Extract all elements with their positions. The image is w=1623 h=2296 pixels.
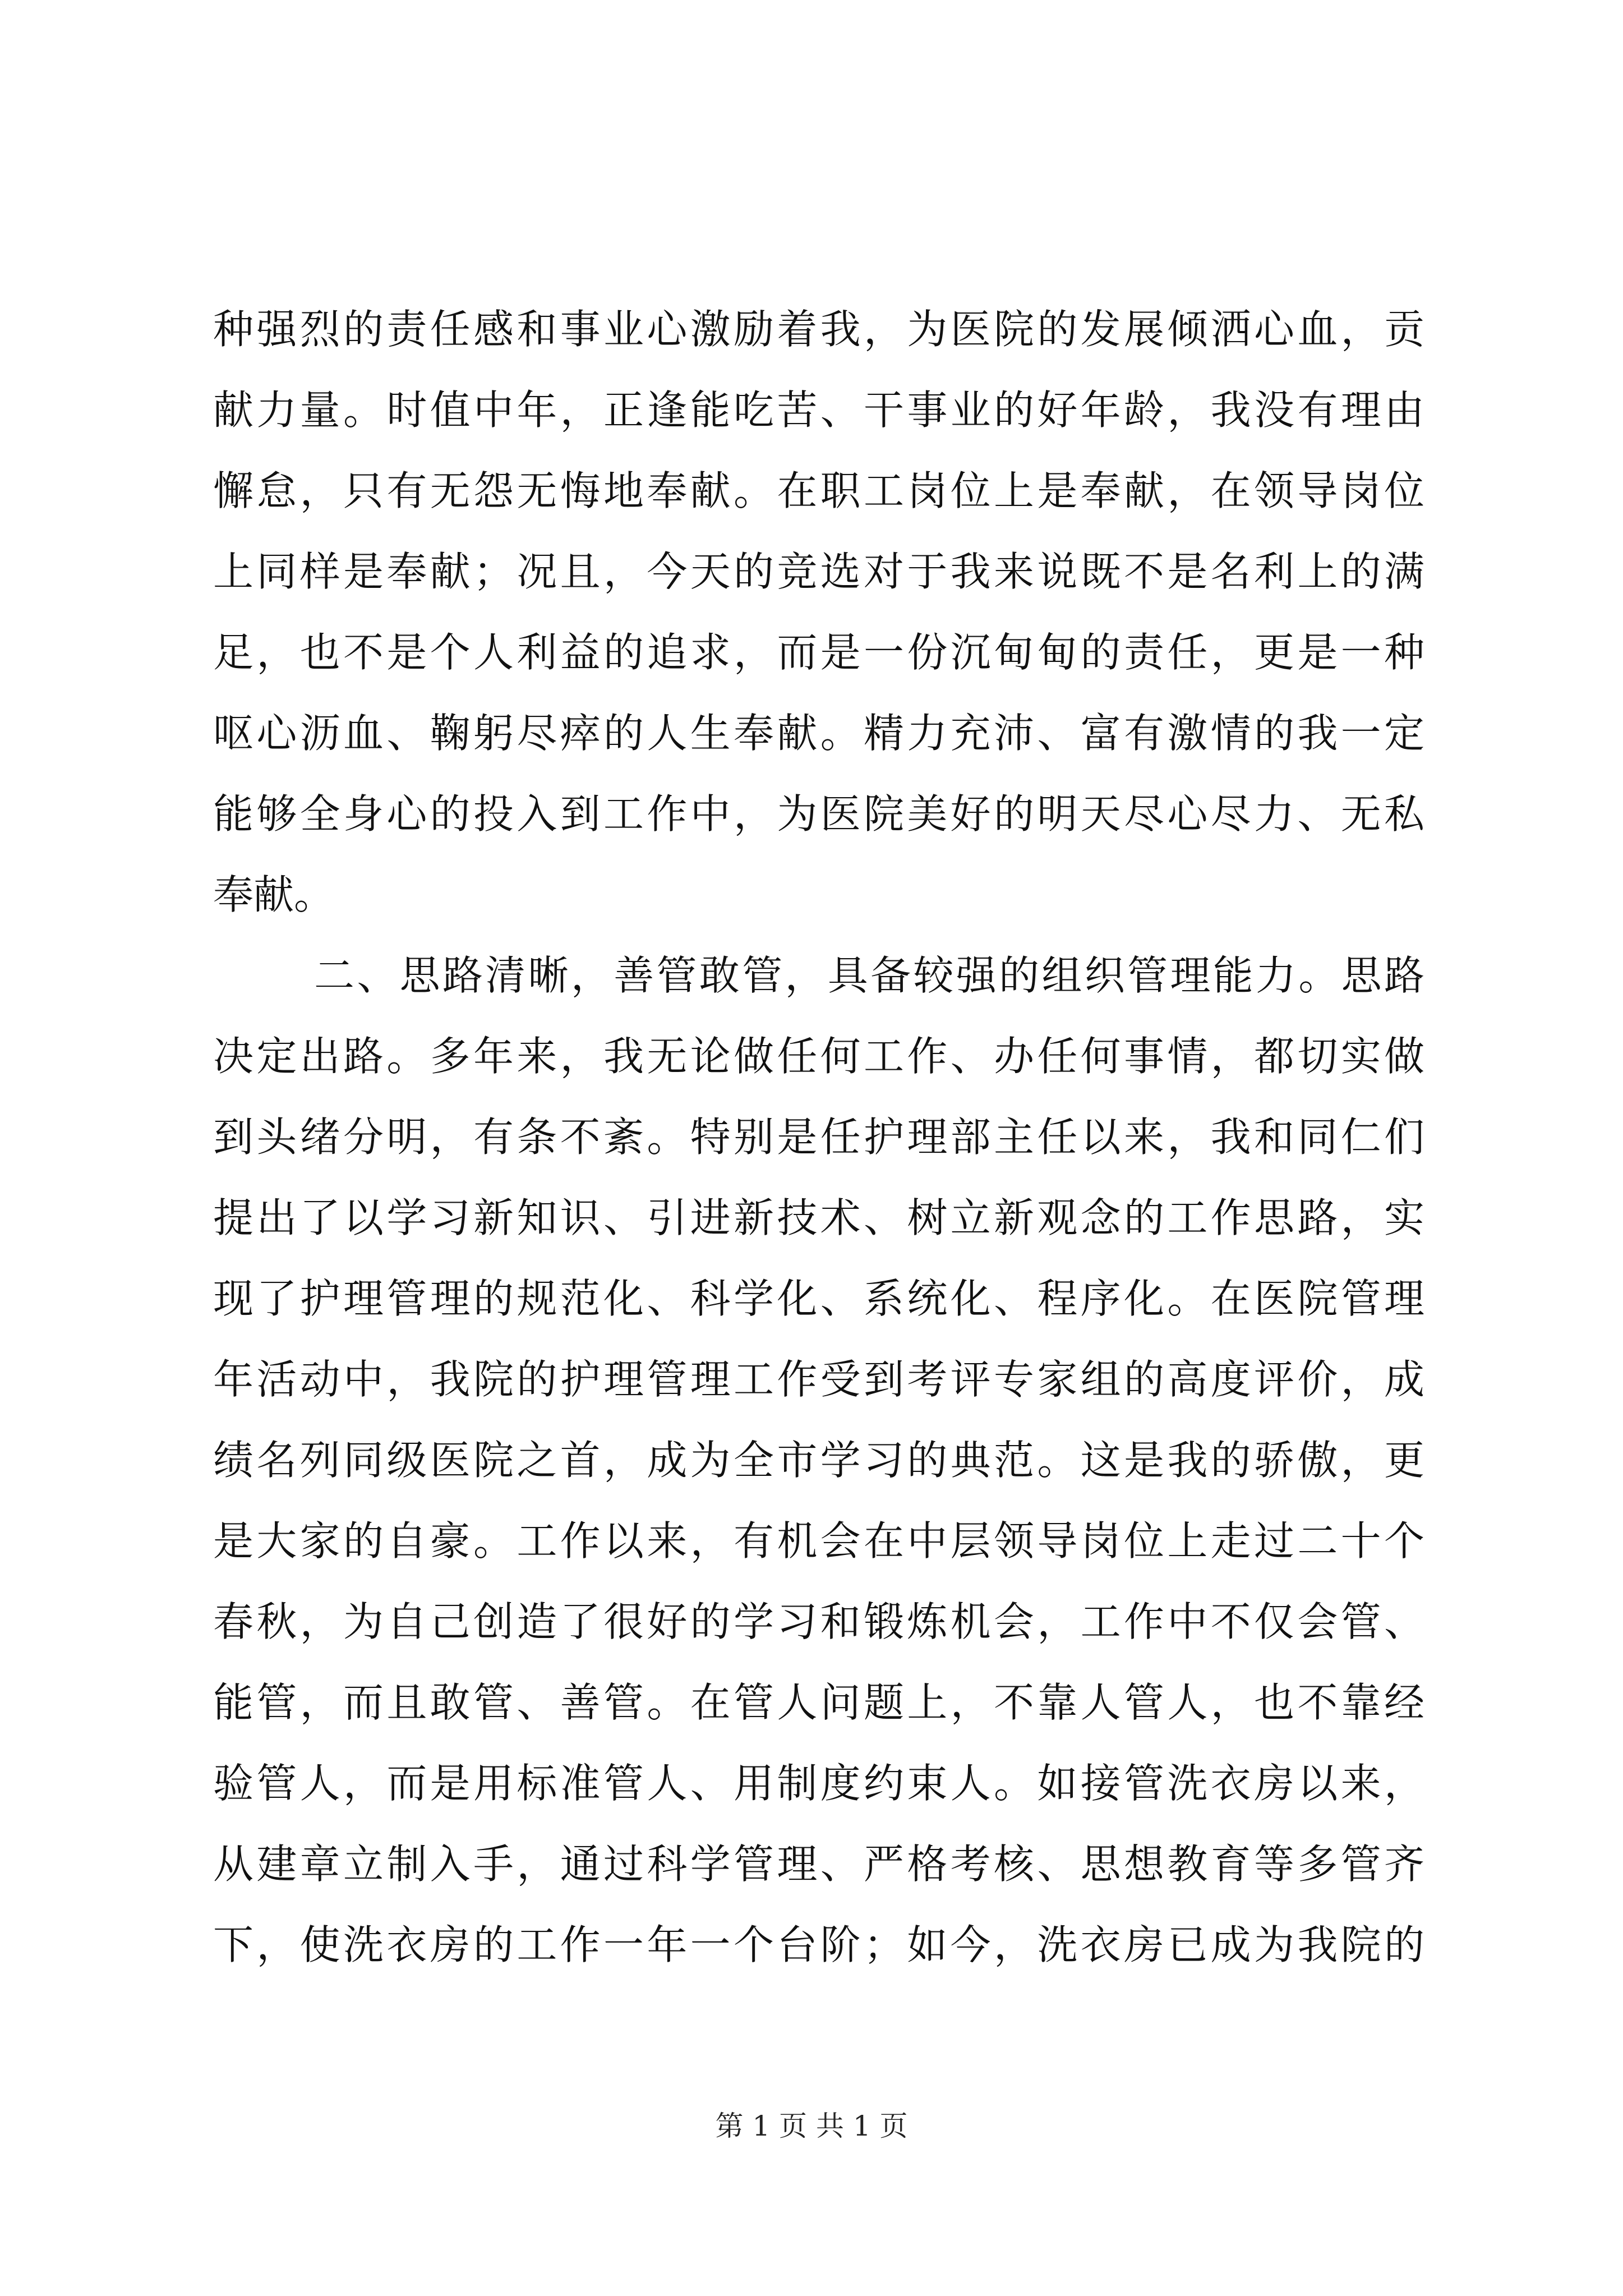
text-line: 上同样是奉献；况且，今天的竞选对于我来说既不是名利上的满 xyxy=(213,548,1424,595)
text-line: 是大家的自豪。工作以来，有机会在中层领导岗位上走过二十个 xyxy=(213,1517,1424,1565)
text-line: 能够全身心的投入到工作中，为医院美好的明天尽心尽力、无私 xyxy=(213,790,1424,838)
text-line: 献力量。时值中年，正逢能吃苦、干事业的好年龄，我没有理由 xyxy=(213,386,1424,434)
text-line: 奉献。 xyxy=(213,871,335,918)
document-body xyxy=(213,289,1424,1985)
text-line: 现了护理管理的规范化、科学化、系统化、程序化。在医院管理 xyxy=(213,1275,1424,1322)
text-line: 下，使洗衣房的工作一年一个台阶；如今，洗衣房已成为我院的 xyxy=(213,1921,1424,1968)
text-line: 懈怠，只有无怨无悔地奉献。在职工岗位上是奉献，在领导岗位 xyxy=(213,467,1424,514)
text-line: 验管人，而是用标准管人、用制度约束人。如接管洗衣房以来， xyxy=(213,1760,1424,1807)
text-line: 决定出路。多年来，我无论做任何工作、办任何事情，都切实做 xyxy=(213,1033,1424,1080)
text-line: 提出了以学习新知识、引进新技术、树立新观念的工作思路，实 xyxy=(213,1194,1424,1241)
paragraph-start-line: 二、思路清晰，善管敢管，具备较强的组织管理能力。思路 xyxy=(314,952,1424,999)
text-line: 年活动中，我院的护理管理工作受到考评专家组的高度评价，成 xyxy=(213,1356,1424,1403)
text-line: 种强烈的责任感和事业心激励着我，为医院的发展倾洒心血，贡 xyxy=(213,306,1424,353)
text-line: 春秋，为自己创造了很好的学习和锻炼机会，工作中不仅会管、 xyxy=(213,1598,1424,1645)
page-footer: 第 1 页 共 1 页 xyxy=(715,2110,908,2142)
text-line: 足，也不是个人利益的追求，而是一份沉甸甸的责任，更是一种 xyxy=(213,629,1424,676)
text-line: 到头绪分明，有条不紊。特别是任护理部主任以来，我和同仁们 xyxy=(213,1114,1424,1161)
text-line: 呕心沥血、鞠躬尽瘁的人生奉献。精力充沛、富有激情的我一定 xyxy=(213,710,1424,757)
text-line: 能管，而且敢管、善管。在管人问题上，不靠人管人，也不靠经 xyxy=(213,1679,1424,1726)
text-line: 绩名列同级医院之首，成为全市学习的典范。这是我的骄傲，更 xyxy=(213,1437,1424,1484)
text-line: 从建章立制入手，通过科学管理、严格考核、思想教育等多管齐 xyxy=(213,1841,1424,1888)
